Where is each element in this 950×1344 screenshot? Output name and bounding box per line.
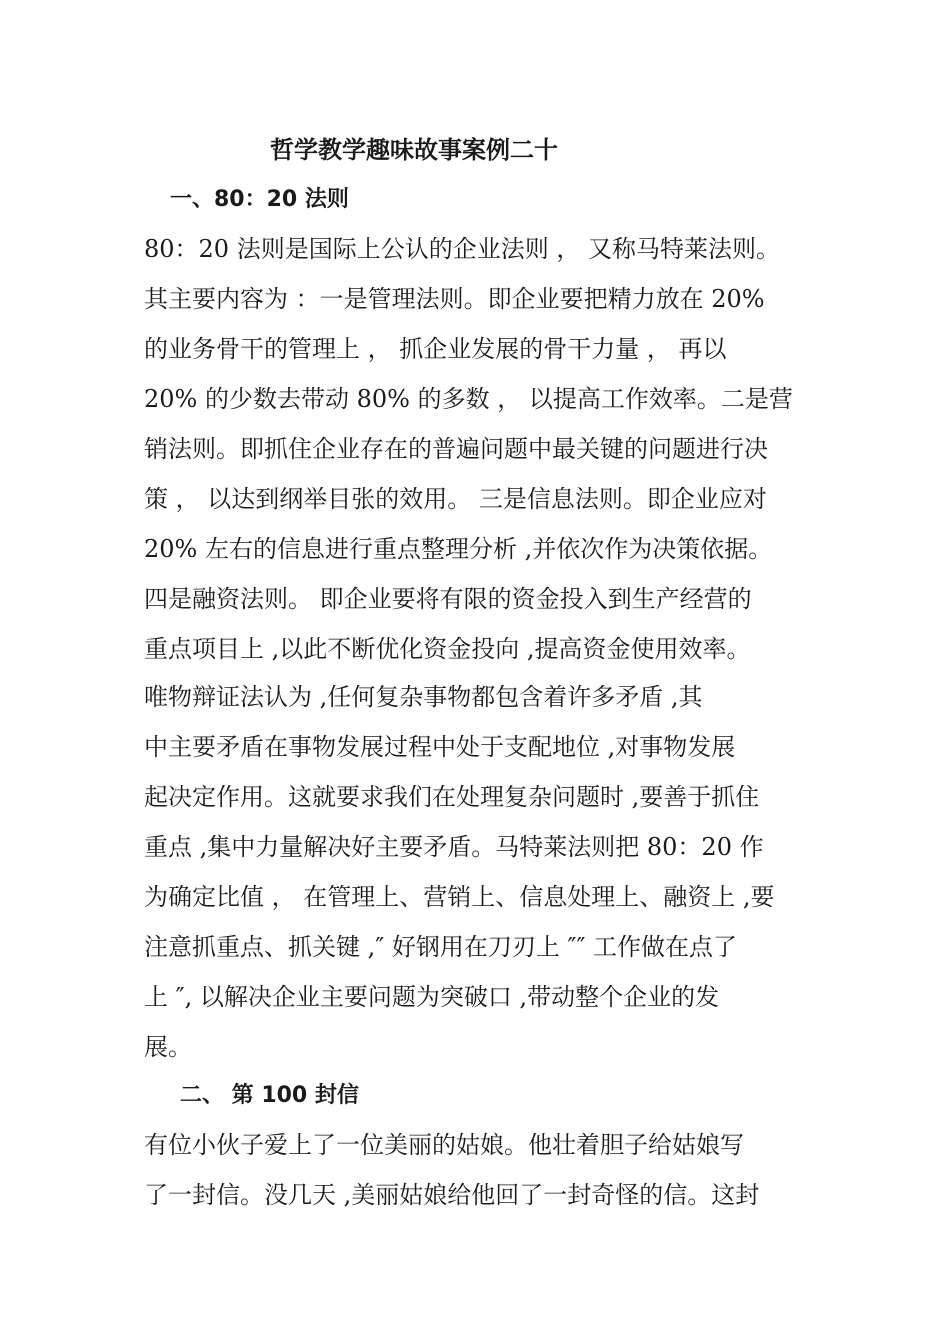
- text-line: 重点 ,集中力量解决好主要矛盾。马特莱法则把 80：20 作: [144, 833, 764, 861]
- text-line: 唯物辩证法认为 ,任何复杂事物都包含着许多矛盾 ,其: [144, 683, 703, 711]
- text-line: 的业务骨干的管理上 ， 抓企业发展的骨干力量 ， 再以: [144, 335, 727, 363]
- text-line: 四是融资法则。 即企业要将有限的资金投入到生产经营的: [144, 585, 752, 613]
- text-line: 重点项目上 ,以此不断优化资金投向 ,提高资金使用效率。: [144, 635, 751, 663]
- text-line: 20% 的少数去带动 80% 的多数 ， 以提高工作效率。二是营: [144, 385, 793, 413]
- text-line: 销法则。即抓住企业存在的普遍问题中最关键的问题进行决: [144, 435, 768, 463]
- text-line: 上 ″, 以解决企业主要问题为突破口 ,带动整个企业的发: [144, 983, 720, 1011]
- text-line: 80：20 法则是国际上公认的企业法则 ， 又称马特莱法则。: [144, 235, 780, 263]
- text-line: 有位小伙子爱上了一位美丽的姑娘。他壮着胆子给姑娘写: [144, 1131, 744, 1159]
- text-line: 起决定作用。这就要求我们在处理复杂问题时 ,要善于抓住: [144, 783, 760, 811]
- text-line: 为确定比值 ， 在管理上、营销上、信息处理上、融资上 ,要: [144, 883, 775, 911]
- section-heading-80-20-rule: 一、80：20 法则: [170, 187, 349, 212]
- document-title: 哲学教学趣味故事案例二十: [270, 136, 558, 164]
- text-line: 了一封信。没几天 ,美丽姑娘给他回了一封奇怪的信。这封: [144, 1181, 760, 1209]
- text-line: 20% 左右的信息进行重点整理分析 ,并依次作为决策依据。: [144, 535, 773, 563]
- paragraph-80-20-rule-intro: [144, 224, 824, 674]
- text-line: 策 ， 以达到纲举目张的效用。 三是信息法则。即企业应对: [144, 485, 767, 513]
- text-line: 注意抓重点、抓关键 ,″ 好钢用在刀刃上 ″″ 工作做在点了: [144, 933, 738, 961]
- section-heading-100th-letter: 二、 第 100 封信: [180, 1083, 359, 1108]
- text-line: 其主要内容为 ：一是管理法则。即企业要把精力放在 20%: [144, 285, 765, 313]
- text-line: 展。: [144, 1033, 192, 1061]
- text-line: 中主要矛盾在事物发展过程中处于支配地位 ,对事物发展: [144, 733, 736, 761]
- paragraph-100th-letter-story: [144, 1120, 824, 1220]
- paragraph-dialectics-analysis: [144, 672, 824, 1072]
